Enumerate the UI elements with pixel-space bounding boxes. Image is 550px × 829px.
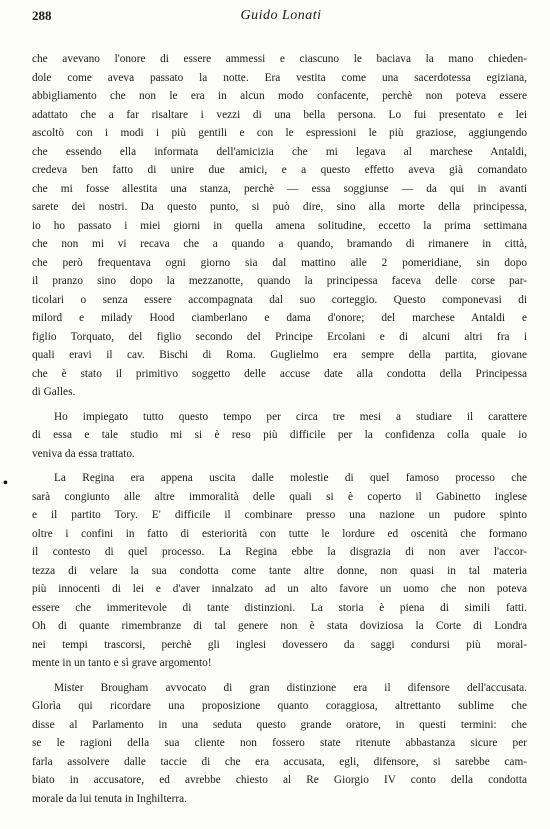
text-line: morale da lui tenuta in Inghilterra. (32, 792, 187, 805)
text-line: il contesto di quel processo. La Regina ebbe la disgrazia di non aver l'accor- (32, 546, 527, 558)
text-line: disse al Parlamento in una seduta questo grande oratore, in questi termini: che (32, 718, 527, 731)
text-line: veniva da essa trattato. (32, 447, 135, 460)
text-line: che però frequentava ogni giorno sia dal mattino alle 2 pomeridiane, sin dopo (32, 256, 527, 269)
page-number: 288 (32, 8, 52, 23)
text-line: Ho impiegato tutto questo tempo per circa tre mesi a studiare il carattere (54, 410, 527, 423)
text-line: se le ragioni della sua cliente non fossero state ritenute abbastanza sicure per (32, 737, 527, 749)
paragraph (32, 679, 527, 809)
text-line: ascoltò con i modi i più gentili e con le espressioni le più graziose, aggiungendo (32, 127, 527, 139)
text-line: io ho passato i miei giorni in quella amena solitudine, eccetto la prima settimana (32, 219, 527, 232)
paragraph (32, 50, 527, 402)
text-line: dole come aveva passato la notte. Era vestita come una sacerdotessa egiziana, (32, 71, 527, 84)
text-line: e il partito Tory. E' difficile il combinare presso una nazione un pudore spinto (32, 509, 527, 521)
text-line: abbigliamento che non le era in alcun modo confacente, perchè non poteva essere (32, 90, 527, 102)
text-line: Mister Brougham avvocato di gran distinzione era il difensore dell'accusata. (54, 681, 527, 694)
text-line: credeva ben fatto di unire due amici, e a questo effetto aveva già comandato (32, 164, 527, 176)
text-line: di Galles. (32, 386, 76, 398)
running-head: Guido Lonati (240, 8, 322, 23)
text-line: Glorìa qui ricordare una proposizione quanto coraggiosa, altrettanto sublime che (32, 700, 527, 712)
text-line: di essa e tale studio mi si è reso più difficile per la confidenza colla quale io (32, 429, 527, 441)
text-line: La Regina era appena uscita dalle molestie di quel famoso processo che (54, 472, 527, 484)
paragraph (32, 469, 527, 673)
text-line: che non mi vi recava che a quando a quando, bramando di rimanere in città, (32, 238, 527, 250)
text-line: che essendo ella informata dell'amicizia che mi legava al marchese Antaldi, (32, 145, 527, 158)
paragraph (32, 408, 527, 464)
text-line: nei tempi trascorsi, perchè gli inglesi dovessero da saggi condursi più moral- (32, 638, 527, 651)
text-line: oltre i confini in fatto di esteriorità con tutte le lordure ed oscenità che formano (32, 527, 527, 540)
text-line: figlio Torquato, del figlio secondo del Principe Ercolani e di alcuni altri fra i (32, 330, 527, 343)
text-line: ticolari o senza essere accompagnata dal suo corteggio. Questo componevasi di (32, 293, 527, 306)
page-header (32, 8, 530, 30)
text-line: che è stato il primitivo soggetto delle accuse date alla condotta della Principessa (32, 367, 527, 380)
text-line: essere che immeritevole di tante distinzioni. La storia è piena di simili fatti. (32, 601, 527, 614)
text-line: mente in un tanto e sì grave argomento! (32, 657, 212, 669)
text-line: milord e milady Hood ciamberlano e dama d'onore; del marchese Antaldi e (32, 312, 527, 324)
body-text (32, 50, 527, 808)
text-line: quali eravi il cav. Bischi di Roma. Guglielmo era sempre della partita, giovane (32, 349, 527, 361)
text-line: più innocenti di lei e d'aver innalzato ad un alto favore un uomo che non poteva (32, 583, 527, 595)
text-line: farla assolvere dalle taccie di che era accusata, egli, difensore, si sarebbe cam- (32, 755, 527, 768)
text-line: il pranzo sino dopo la mezzanotte, quando la principessa faceva delle corse par- (32, 275, 527, 287)
text-line: Oh di quante rimembranze di tal genere non è stata doviziosa la Corte di Londra (32, 620, 527, 632)
text-line: biato in accusatore, ed avrebbe chiesto al Re Giorgio IV conto della condotta (32, 774, 527, 786)
text-line: sarà congiunto alle altre immoralità delle quali si è coperto il Gabinetto inglese (32, 490, 527, 503)
text-line: adattato che a far risaltare i vezzi di una bella persona. Lo fui presentato e lei (32, 108, 527, 121)
margin-mark: • (3, 476, 8, 491)
text-line: che mi fosse allestita una stanza, perchè — essa soggiunse — da qui in avanti (32, 182, 527, 195)
text-line: tezza di velare la sua condotta come tante altre donne, non quasi in tal materia (32, 564, 527, 577)
text-line: sarete dei nostri. Da questo punto, si può dire, sino alla morte della principessa, (32, 201, 527, 213)
text-line: che avevano l'onore di essere ammessi e ciascuno le baciava la mano chieden- (32, 53, 527, 65)
